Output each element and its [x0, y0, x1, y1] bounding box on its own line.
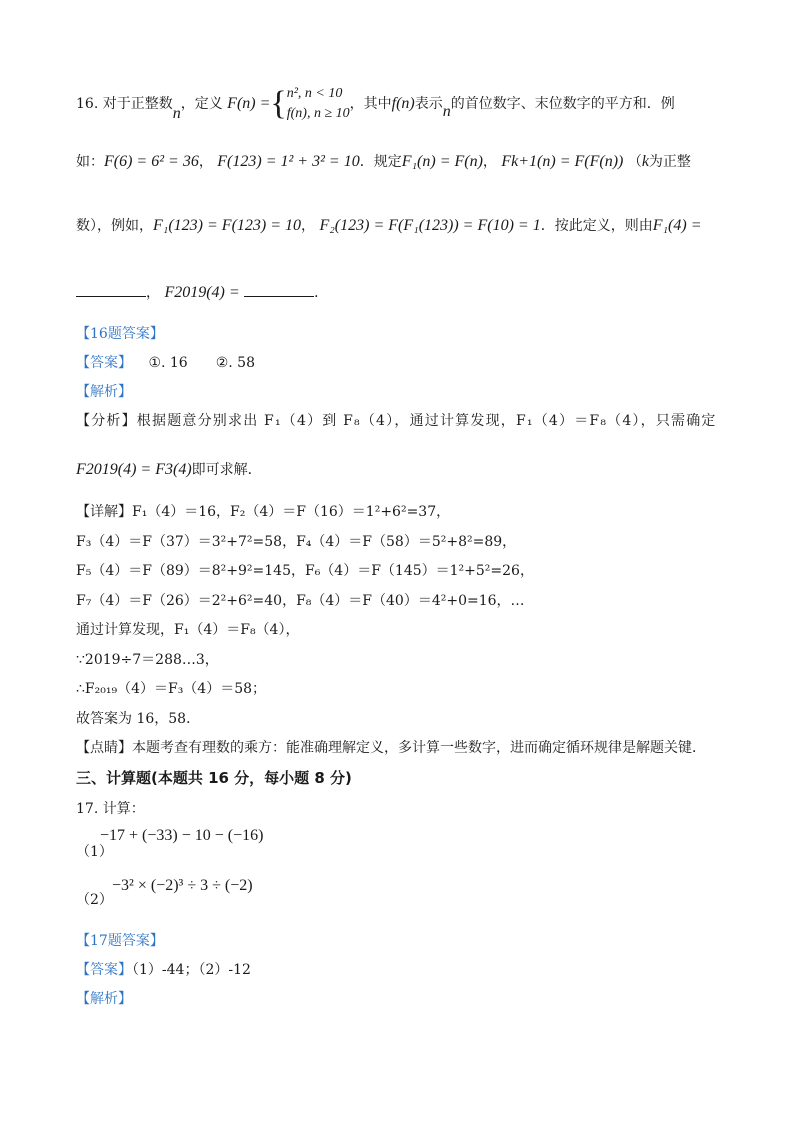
q16-intro: 对于正整数 — [102, 96, 173, 112]
section3-title: 三、计算题(本题共 16 分，每小题 8 分) — [76, 769, 352, 787]
q16-var-n: n — [172, 105, 181, 122]
ans17-answer-line — [76, 960, 251, 980]
q16-brace: { — [270, 85, 287, 122]
ans16-detail-5: 通过计算发现，F₁（4）＝F₈（4）， — [76, 622, 300, 638]
ans16-answer-label: 【答案】 — [76, 355, 132, 371]
q16-k-note: 为正整 — [648, 154, 691, 170]
q17-part2-label: （2） — [76, 892, 113, 908]
ans16-jiexi: 【解析】 — [76, 384, 132, 400]
q16-comma1: ， — [198, 154, 213, 170]
ans17-jiexi: 【解析】 — [76, 991, 132, 1007]
q16-number: 16. — [76, 96, 99, 112]
q16-example4: F₂(123) = F(F₁(123)) = F(10) = 1 — [319, 217, 541, 234]
q17-part2-expr — [112, 876, 253, 896]
q16-def-text: ，定义 — [180, 96, 223, 112]
q16-def-lhs: F(n) = — [227, 95, 271, 112]
q16-desc: 的首位数字、末位数字的平方和．例 — [450, 96, 675, 112]
q16-guiding: ．规定 — [359, 154, 402, 170]
q16-var-n2: n — [442, 103, 451, 120]
q16-comma3: ， — [301, 218, 316, 234]
q17-part1-expression: −17 + (−33) − 10 − (−16) — [100, 827, 264, 844]
q17-part1-label: （1） — [76, 844, 113, 860]
q16-line3 — [76, 216, 702, 236]
q16-example1: F(6) = 6² = 36 — [104, 153, 199, 170]
q16-k-paren: （ — [627, 154, 642, 170]
q16-comma2: ， — [482, 154, 497, 170]
ans17-answer-values: （1）-44；（2）-12 — [132, 962, 251, 978]
q16-ask: ．按此定义，则由 — [540, 218, 653, 234]
ans17-answer-label: 【答案】 — [76, 962, 132, 978]
q16-line2 — [76, 152, 691, 172]
answer-blank-2[interactable] — [244, 282, 314, 297]
q16-case2: f(n), n ≥ 10 — [286, 106, 350, 121]
q16-example3: F₁(123) = F(123) = 10 — [153, 217, 302, 234]
q16-shu: 数），例如， — [76, 218, 153, 234]
q16-fn-small: f(n) — [391, 95, 415, 112]
q16-cases — [287, 84, 350, 124]
q16-var-k: k — [641, 153, 649, 170]
q16-ask-expr: F₁(4) = — [652, 217, 702, 234]
q16-rule1: F₁(n) = F(n) — [401, 153, 483, 170]
q16-rule2: Fk+1(n) = F(F(n)) — [501, 153, 624, 170]
q16-ru: 如： — [76, 154, 104, 170]
q16-example2: F(123) = 1² + 3² = 10 — [217, 153, 360, 170]
ans16-detail-1: 【详解】F₁（4）＝16，F₂（4）＝F（16）＝1²+6²=37， — [76, 504, 451, 520]
q16-biaoshi: 表示 — [414, 96, 443, 112]
q16-line4: ， F2019(4) = ． — [76, 282, 328, 303]
q16-line4-end: ． — [314, 285, 329, 301]
q16-line4-expr: F2019(4) = — [164, 284, 240, 301]
ans16-analysis-line2 — [76, 460, 262, 480]
ans16-detail-8: 故答案为 16，58． — [76, 711, 201, 727]
ans16-detail-3: F₅（4）＝F（89）＝8²+9²=145，F₆（4）＝F（145）＝1²+5²=26， — [76, 563, 534, 579]
ans16-analysis-expr: F2019(4) = F3(4) — [76, 461, 192, 478]
ans16-detail-4: F₇（4）＝F（26）＝2²+6²=40，F₈（4）＝F（40）＝4²+0=16，… — [76, 593, 525, 609]
ans16-answer-line — [76, 353, 255, 373]
ans16-detail-7: ∴F₂₀₁₉（4）＝F₃（4）＝58； — [76, 681, 267, 697]
ans16-analysis: 【分析】根据题意分别求出 F₁（4）到 F₈（4），通过计算发现，F₁（4）＝F₈（4），只需确定 — [76, 413, 717, 429]
ans16-analysis-tail: 即可求解． — [191, 462, 262, 478]
q17-part1-expr — [100, 826, 263, 846]
q16-line1 — [76, 84, 675, 124]
answer-blank-1[interactable] — [76, 282, 146, 297]
ans16-detail-6: ∵2019÷7＝288…3， — [76, 652, 219, 668]
q17-part2-expression: −3² × (−2)³ ÷ 3 ÷ (−2) — [112, 877, 253, 894]
ans16-detail-2: F₃（4）＝F（37）＝3²+7²=58，F₄（4）＝F（58）＝5²+8²=89， — [76, 534, 517, 550]
q16-qizhong: ，其中 — [349, 96, 392, 112]
q16-case1: n², n < 10 — [286, 86, 343, 101]
ans17-header: 【17题答案】 — [76, 933, 164, 949]
ans16-answer-values: ①. 16 ②. 58 — [148, 355, 255, 371]
ans16-header: 【16题答案】 — [76, 326, 164, 342]
ans16-dianjing: 【点睛】本题考查有理数的乘方：能准确理解定义，多计算一些数字，进而确定循环规律是解题关键． — [76, 740, 706, 756]
q17-title: 17. 计算： — [76, 801, 145, 817]
